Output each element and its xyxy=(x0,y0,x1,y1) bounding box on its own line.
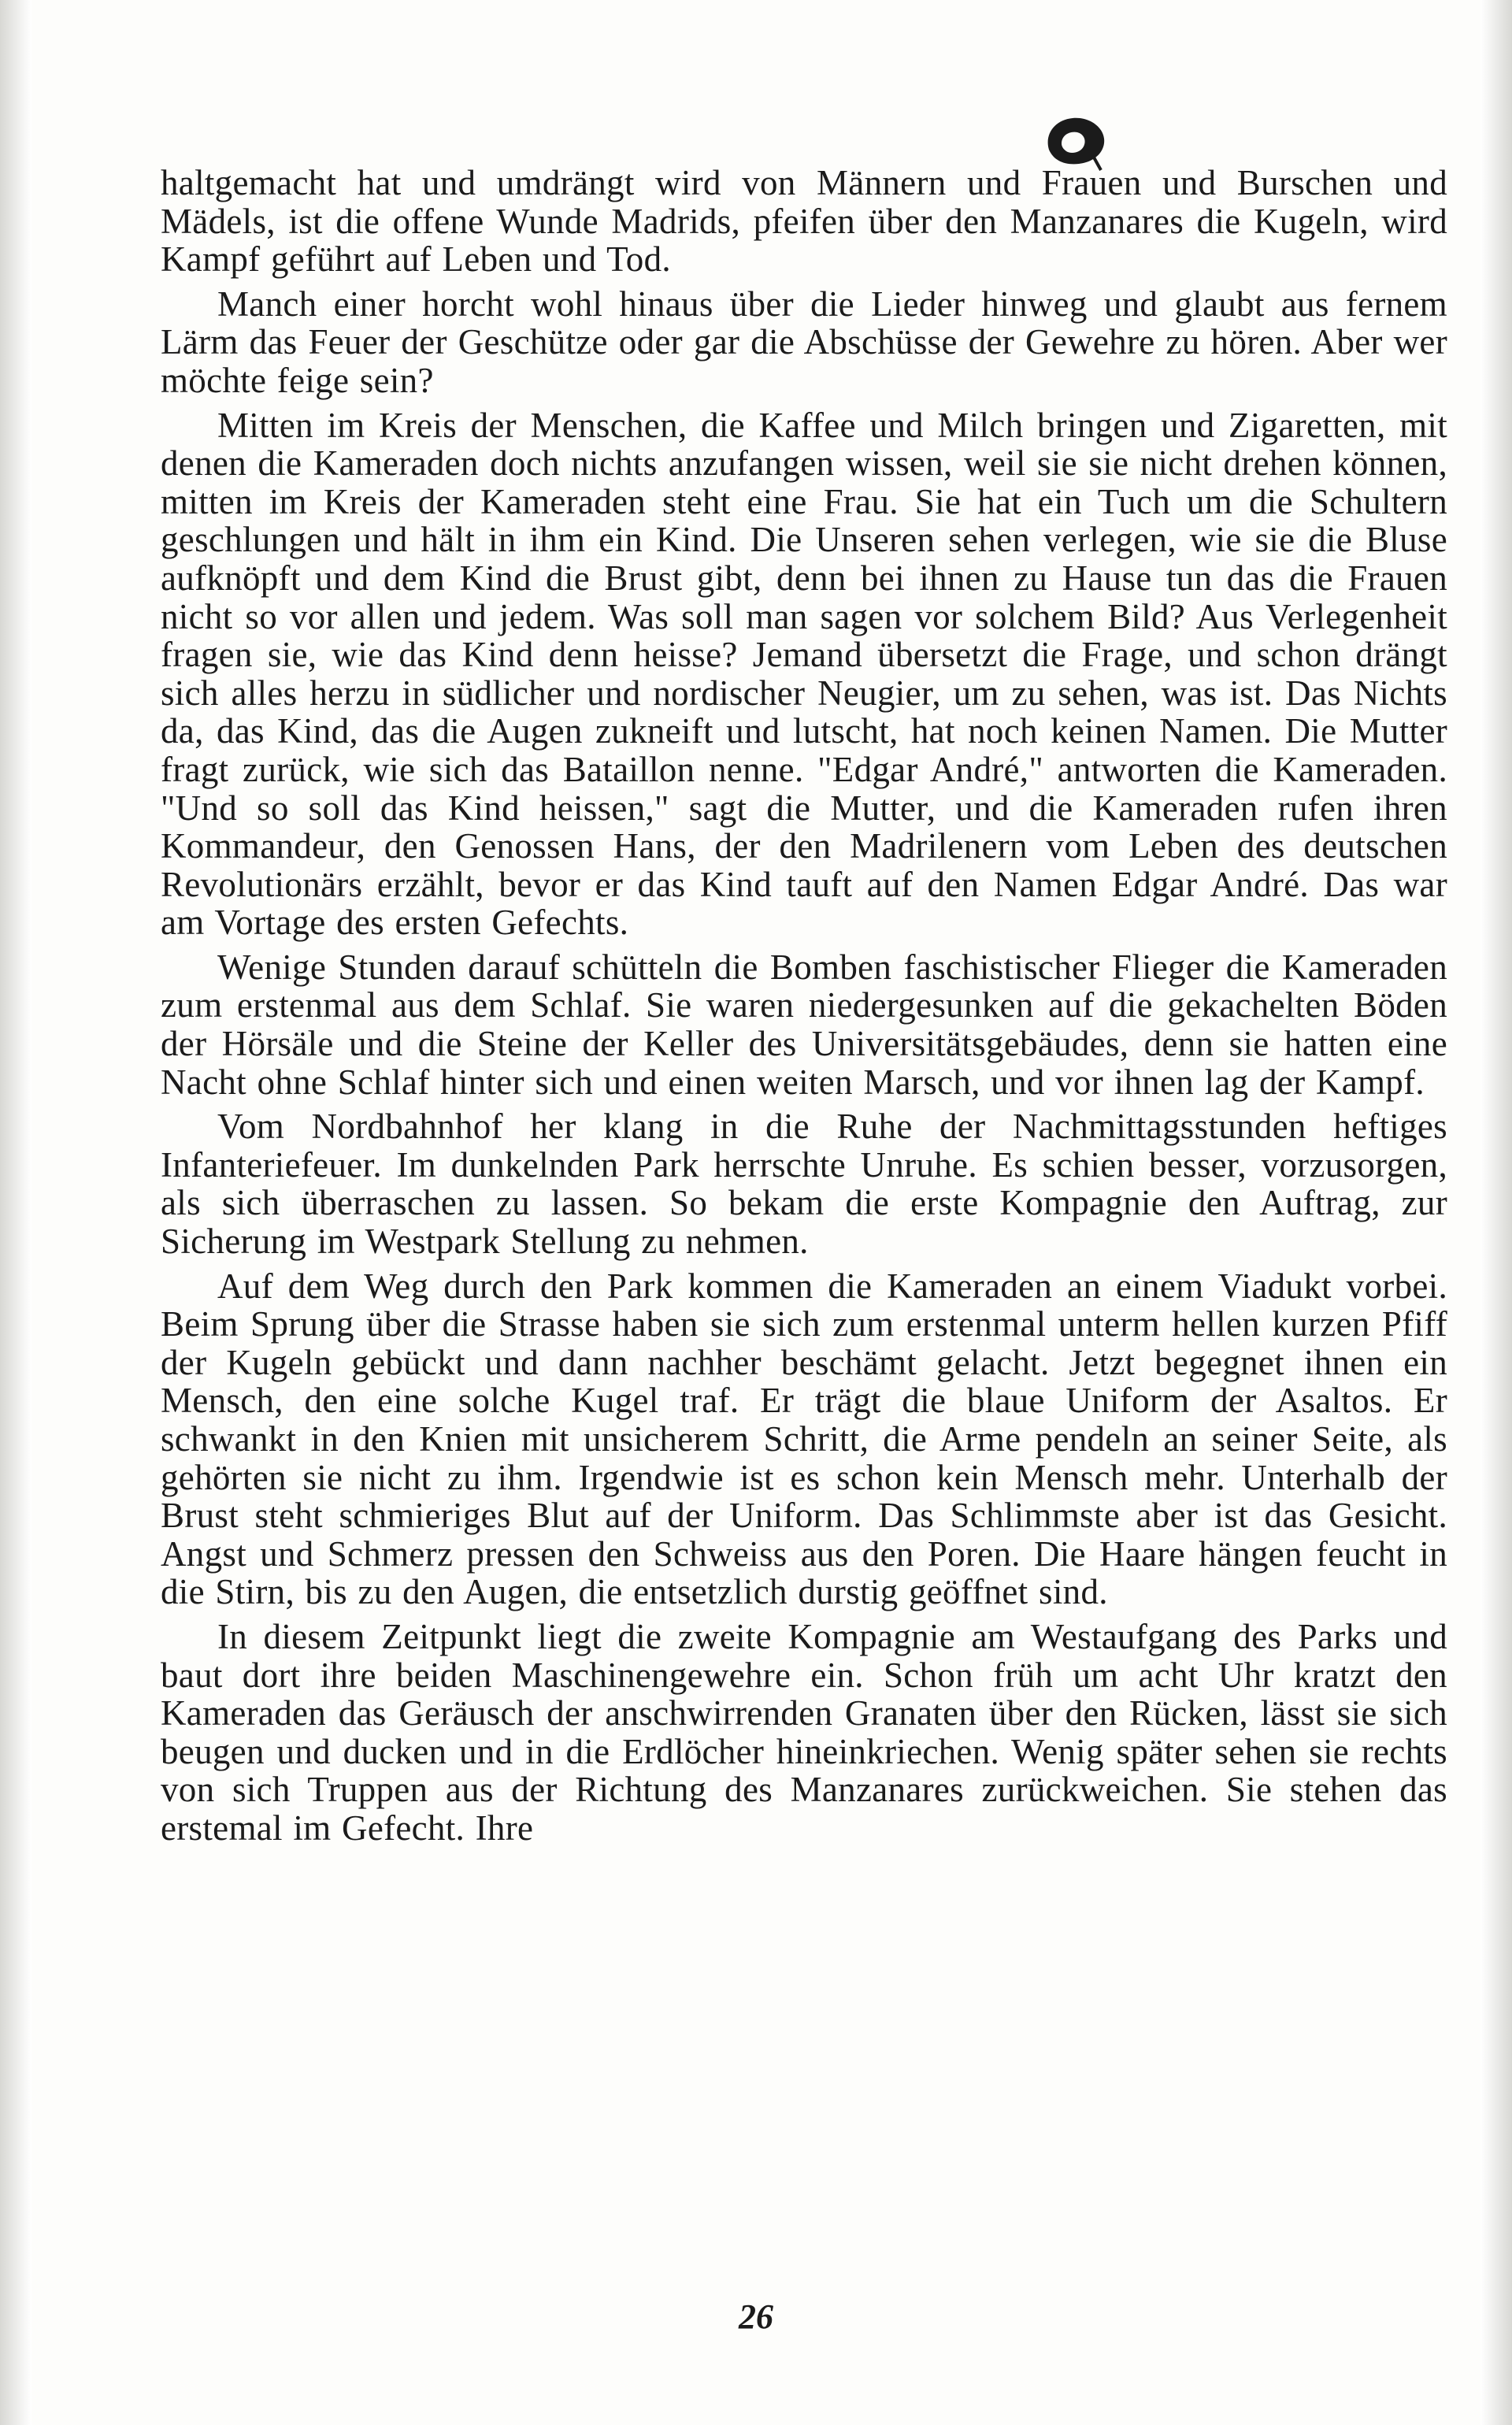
paragraph: haltgemacht hat und umdrängt wird von Männern und Frauen und Burschen und Mädels, ist die offene Wunde Madrids, pfeifen über den Manzanares die Kugeln, wird Kampf geführt auf Leben und Tod. xyxy=(161,163,1447,280)
paragraph: Auf dem Weg durch den Park kommen die Kameraden an einem Viadukt vorbei. Beim Sprung über die Strasse haben sie sich zum erstenmal unterm hellen kurzen Pfiff der Kugeln gebückt und dann nachher beschämt gelacht. Jetzt begegnet ihnen ein Mensch, den eine solche Kugel traf. Er trägt die blaue Uniform der Asaltos. Er schwankt in den Knien mit unsicherem Schritt, die Arme pendeln an seiner Seite, als gehörten sie nicht zu ihm. Irgendwie ist es schon kein Mensch mehr. Unterhalb der Brust steht schmieriges Blut auf der Uniform. Das Schlimmste aber ist das Gesicht. Angst und Schmerz pressen den Schweiss aus den Poren. Die Haare hängen feucht in die Stirn, bis zu den Augen, die entsetzlich durstig geöffnet sind. xyxy=(161,1266,1447,1612)
scan-shadow-left xyxy=(0,0,32,2425)
paragraph: Wenige Stunden darauf schütteln die Bomben faschistischer Flieger die Kameraden zum erstenmal aus dem Schlaf. Sie waren niedergesunken auf die gekachelten Böden der Hörsäle und die Steine der Keller des Universitätsgebäudes, denn sie hatten eine Nacht ohne Schlaf hinter sich und einen weiten Marsch, und vor ihnen lag der Kampf. xyxy=(161,947,1447,1102)
paragraph: Manch einer horcht wohl hinaus über die Lieder hinweg und glaubt aus fernem Lärm das Feuer der Geschütze oder gar die Abschüsse der Gewehre zu hören. Aber wer möchte feige sein? xyxy=(161,284,1447,400)
page-number: 26 xyxy=(739,2297,773,2336)
scan-shadow-right xyxy=(1480,0,1512,2425)
paragraph: In diesem Zeitpunkt liegt die zweite Kompagnie am Westaufgang des Parks und baut dort ihre beiden Maschinengewehre ein. Schon früh um acht Uhr kratzt den Kameraden das Geräusch der anschwirrenden Granaten über den Rücken, lässt sie sich beugen und ducken und in die Erdlöcher hineinkriechen. Wenig später sehen sie rechts von sich Truppen aus der Richtung des Manzanares zurückweichen. Sie stehen das erstemal im Gefecht. Ihre xyxy=(161,1616,1447,1848)
body-text xyxy=(161,164,1447,1854)
paragraph: Mitten im Kreis der Menschen, die Kaffee und Milch bringen und Zigaretten, mit denen die Kameraden doch nichts anzufangen wissen, weil sie sie nicht drehen können, mitten im Kreis der Kameraden steht eine Frau. Sie hat ein Tuch um die Schultern geschlungen und hält in ihm ein Kind. Die Unseren sehen verlegen, wie sie die Bluse aufknöpft und dem Kind die Brust gibt, denn bei ihnen zu Hause tun das die Frauen nicht so vor allen und jedem. Was soll man sagen vor solchem Bild? Aus Verlegenheit fragen sie, wie das Kind denn heisse? Jemand übersetzt die Frage, und schon drängt sich alles herzu in südlicher und nordischer Neugier, um zu sehen, was ist. Das Nichts da, das Kind, das die Augen zukneift und lutscht, hat noch keinen Namen. Die Mutter fragt zurück, wie sich das Bataillon nenne. "Edgar André," antworten die Kameraden. "Und so soll das Kind heissen," sagt die Mutter, und die Kameraden rufen ihren Kommandeur, den Genossen Hans, der den Madrilenern vom Leben des deutschen Revolutionärs erzählt, bevor er das Kind tauft auf den Namen Edgar André. Das war am Vortage des ersten Gefechts. xyxy=(161,405,1447,943)
paragraph: Vom Nordbahnhof her klang in die Ruhe der Nachmittagsstunden heftiges Infanteriefeuer. Im dunkelnden Park herrschte Unruhe. Es schien besser, vorzusorgen, als sich überraschen zu lassen. So bekam die erste Kompagnie den Auftrag, zur Sicherung im Westpark Stellung zu nehmen. xyxy=(161,1107,1447,1262)
